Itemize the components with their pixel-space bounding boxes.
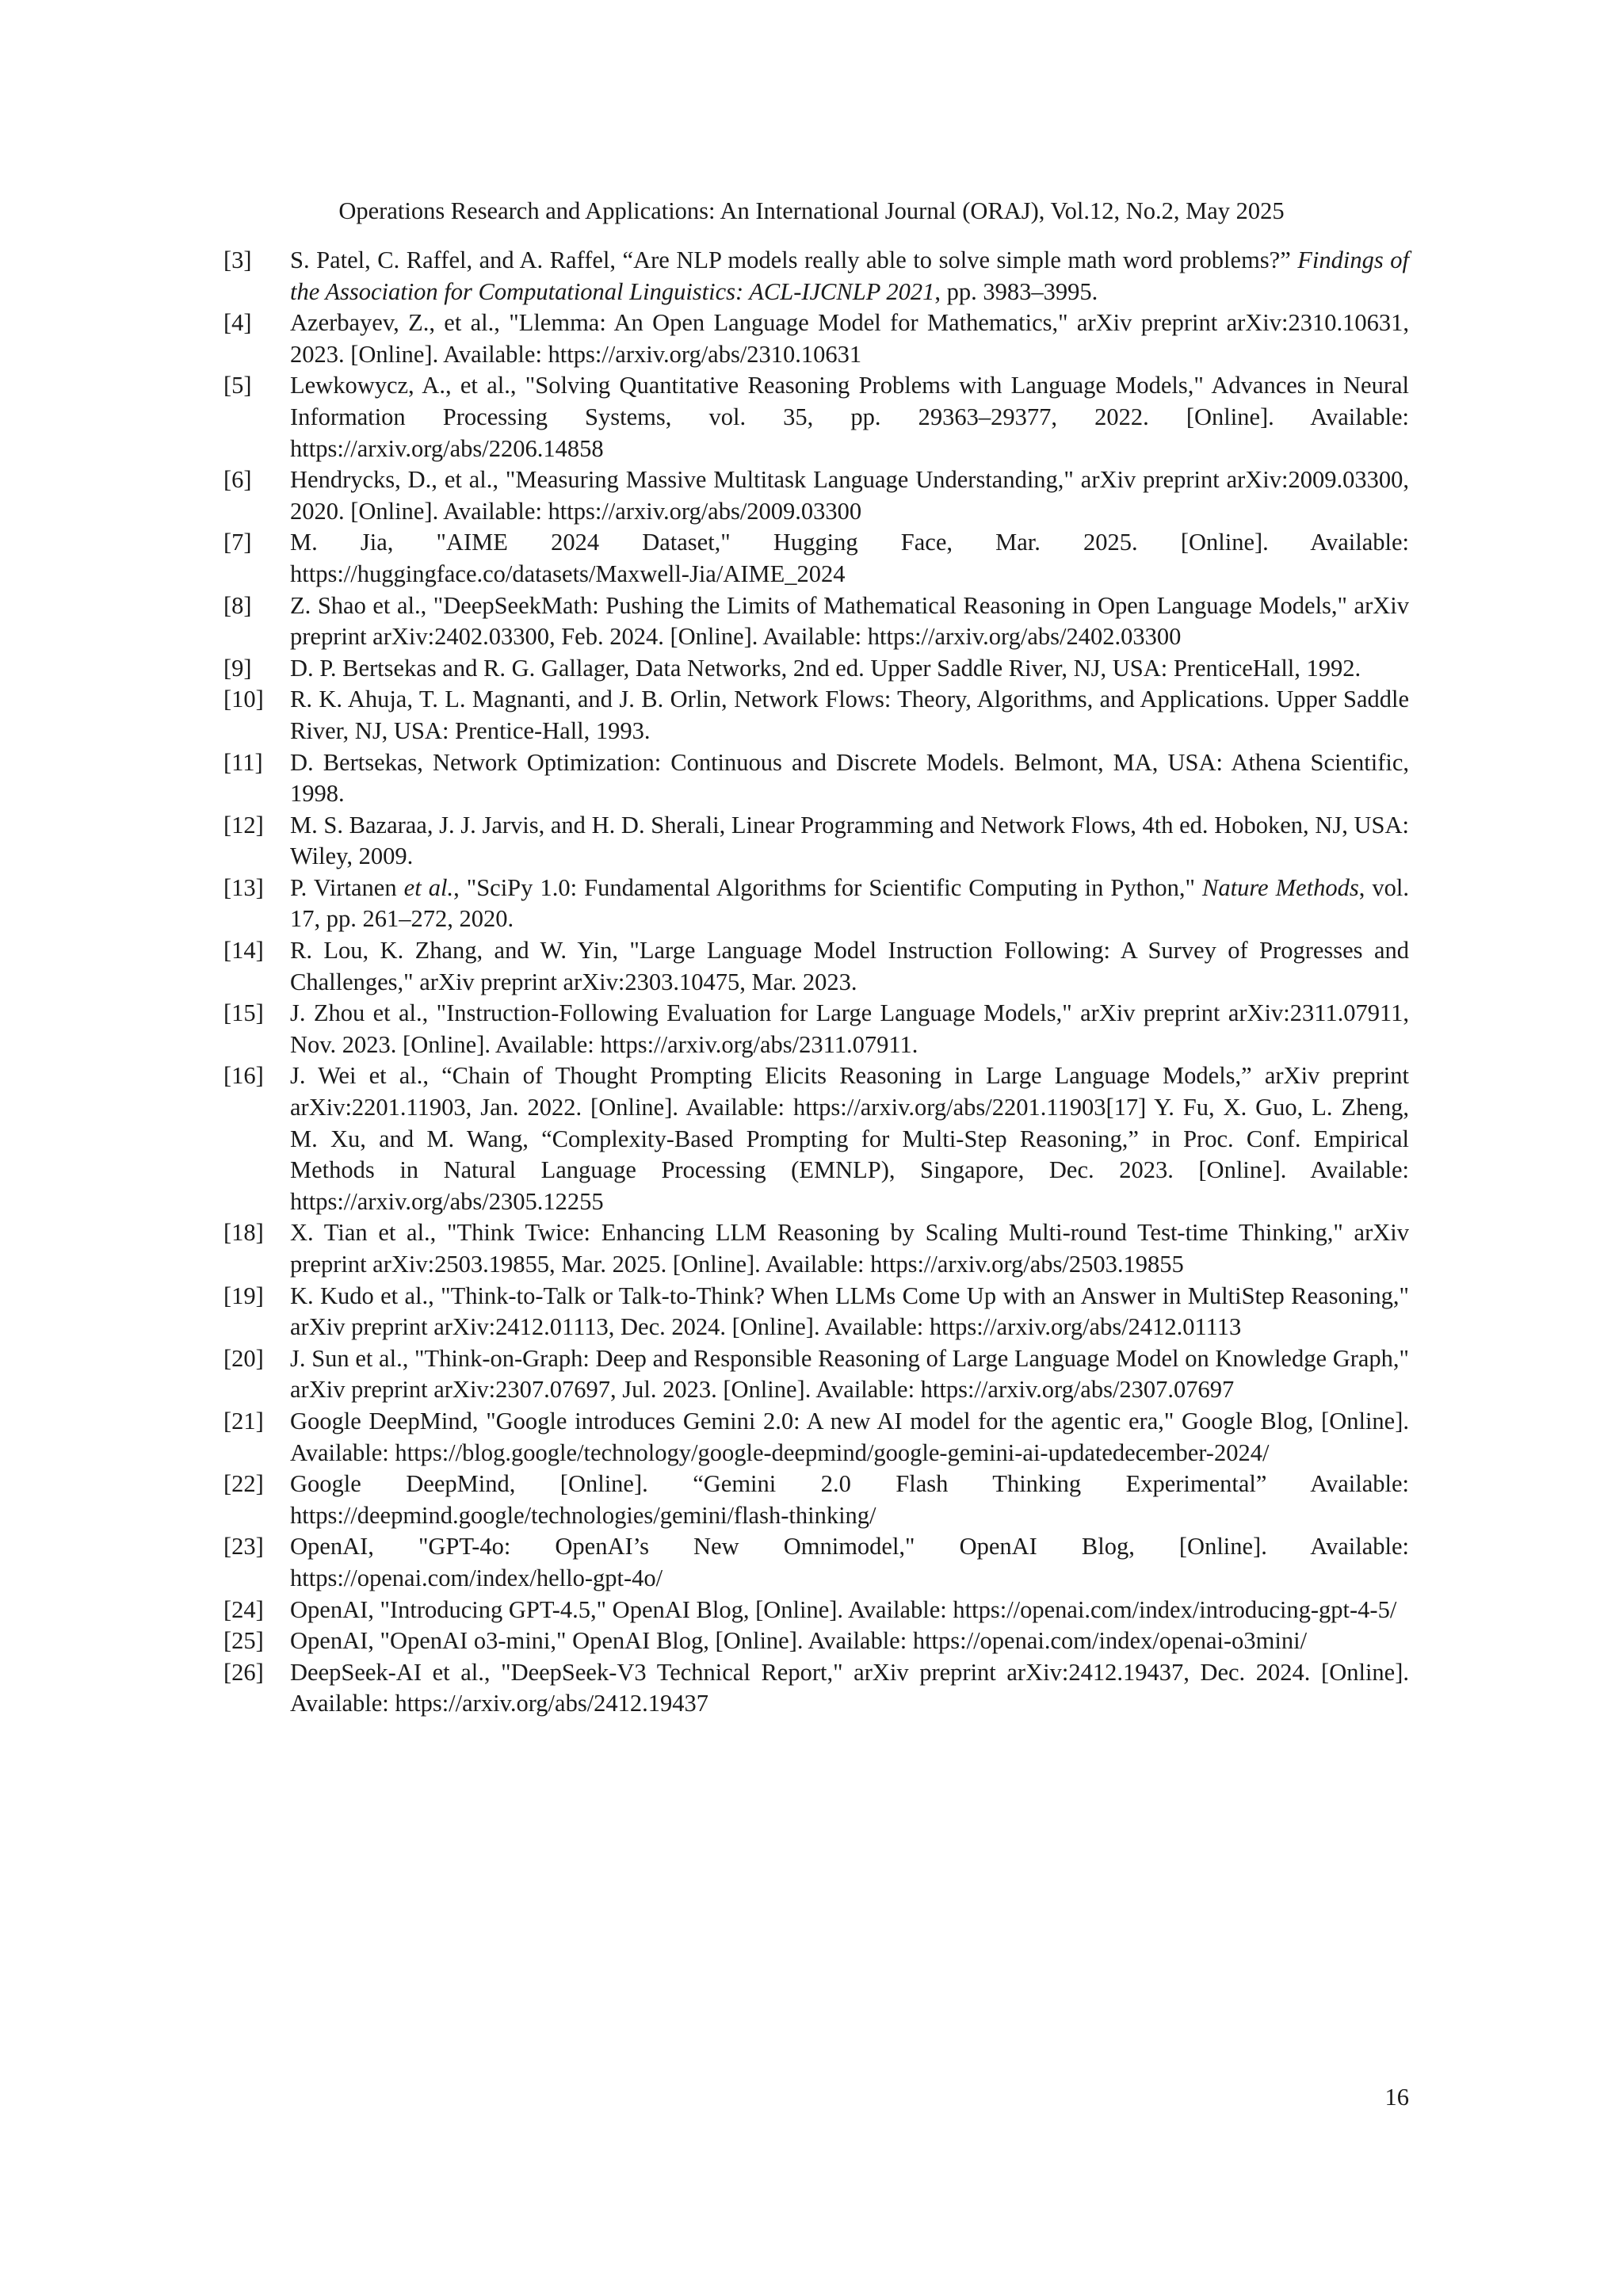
reference-number: [18] bbox=[223, 1219, 264, 1247]
reference-entry bbox=[223, 1281, 1409, 1343]
reference-segment: J. Sun et al., "Think-on-Graph: Deep and Responsible Reasoning of Large Language Model on Knowledge Graph," arXiv preprint arXiv:2307.07697, Jul. 2023. [Online]. Available: https://arxiv.org/abs/2307.07697 bbox=[290, 1344, 1409, 1404]
reference-segment: Hendrycks, D., et al., "Measuring Massive Multitask Language Understanding," arXiv preprint arXiv:2009.03300, 2020. [Online]. Available: https://arxiv.org/abs/2009.03300 bbox=[290, 466, 1409, 525]
reference-number: [25] bbox=[223, 1627, 264, 1655]
reference-segment: , "SciPy 1.0: Fundamental Algorithms for Scientific Computing in Python," bbox=[453, 873, 1202, 901]
reference-entry bbox=[223, 527, 1409, 590]
reference-entry bbox=[223, 308, 1409, 370]
reference-segment: Google DeepMind, "Google introduces Gemini 2.0: A new AI model for the agentic era," Google Blog, [Online]. Available: https://blog.google/technology/google-deepmind/google-gemini-ai-updatedecember-2024/ bbox=[290, 1407, 1409, 1466]
reference-entry bbox=[223, 464, 1409, 527]
reference-number: [16] bbox=[223, 1062, 264, 1090]
reference-number: [21] bbox=[223, 1407, 264, 1435]
reference-text bbox=[290, 1406, 1409, 1469]
reference-segment: , vol. 17, pp. 261–272, 2020. bbox=[290, 873, 1409, 933]
reference-text bbox=[290, 464, 1409, 527]
reference-segment: DeepSeek-AI et al., "DeepSeek-V3 Technical Report," arXiv preprint arXiv:2412.19437, Dec. 2024. [Online]. Available: https://arxiv.org/abs/2412.19437 bbox=[290, 1658, 1409, 1717]
reference-italic-segment: et al. bbox=[403, 873, 454, 901]
reference-number: [13] bbox=[223, 873, 264, 901]
running-header: Operations Research and Applications: An International Journal (ORAJ), Vol.12, No.2, May 2025 bbox=[338, 197, 1285, 224]
reference-segment: X. Tian et al., "Think Twice: Enhancing LLM Reasoning by Scaling Multi-round Test-time Thinking," arXiv preprint arXiv:2503.19855, Mar. 2025. [Online]. Available: https://arxiv.org/abs/2503.19855 bbox=[290, 1219, 1409, 1278]
reference-number: [20] bbox=[223, 1344, 264, 1372]
page-number: 16 bbox=[1384, 2084, 1409, 2111]
reference-text bbox=[290, 998, 1409, 1060]
reference-entry bbox=[223, 370, 1409, 464]
reference-segment: R. Lou, K. Zhang, and W. Yin, "Large Language Model Instruction Following: A Survey of Progresses and Challenges," arXiv preprint arXiv:2303.10475, Mar. 2023. bbox=[290, 937, 1409, 995]
reference-entry bbox=[223, 1343, 1409, 1406]
reference-list bbox=[223, 245, 1409, 1720]
reference-segment: P. Virtanen bbox=[290, 873, 404, 901]
reference-segment: Lewkowycz, A., et al., "Solving Quantitative Reasoning Problems with Language Models," Advances in Neural Information Processing Systems, vol. 35, pp. 29363–29377, 2022. [Online]. Available: https://arxiv.org/abs/2206.14858 bbox=[290, 372, 1409, 462]
reference-number: [12] bbox=[223, 811, 264, 839]
reference-entry bbox=[223, 873, 1409, 935]
reference-text bbox=[290, 1060, 1409, 1217]
reference-text bbox=[290, 527, 1409, 590]
reference-text bbox=[290, 1469, 1409, 1531]
reference-text bbox=[290, 1217, 1409, 1280]
reference-segment: Google DeepMind, [Online]. “Gemini 2.0 Flash Thinking Experimental” Available: https://deepmind.google/technologies/gemini/flash-thinking/ bbox=[290, 1470, 1409, 1529]
reference-text bbox=[290, 370, 1409, 464]
reference-number: [11] bbox=[223, 748, 263, 776]
reference-entry bbox=[223, 1595, 1409, 1626]
reference-number: [9] bbox=[223, 654, 252, 682]
reference-text bbox=[290, 873, 1409, 935]
reference-text bbox=[290, 810, 1409, 873]
reference-number: [14] bbox=[223, 937, 264, 965]
reference-number: [6] bbox=[223, 466, 252, 494]
reference-number: [19] bbox=[223, 1282, 264, 1309]
reference-entry bbox=[223, 998, 1409, 1060]
reference-segment: Z. Shao et al., "DeepSeekMath: Pushing the Limits of Mathematical Reasoning in Open Language Models," arXiv preprint arXiv:2402.03300, Feb. 2024. [Online]. Available: https://arxiv.org/abs/2402.03300 bbox=[290, 591, 1409, 651]
reference-segment: S. Patel, C. Raffel, and A. Raffel, “Are NLP models really able to solve simple math word problems?” bbox=[290, 246, 1298, 273]
reference-entry bbox=[223, 1531, 1409, 1594]
reference-entry bbox=[223, 653, 1409, 685]
reference-entry bbox=[223, 590, 1409, 653]
reference-entry bbox=[223, 1406, 1409, 1469]
reference-entry bbox=[223, 810, 1409, 873]
reference-segment: J. Zhou et al., "Instruction-Following Evaluation for Large Language Models," arXiv preprint arXiv:2311.07911, Nov. 2023. [Online]. Available: https://arxiv.org/abs/2311.07911. bbox=[290, 999, 1409, 1058]
reference-number: [8] bbox=[223, 591, 252, 619]
reference-number: [24] bbox=[223, 1595, 264, 1623]
reference-entry bbox=[223, 1626, 1409, 1657]
reference-text bbox=[290, 1281, 1409, 1343]
reference-text bbox=[290, 684, 1409, 747]
reference-segment: OpenAI, "OpenAI o3-mini," OpenAI Blog, [Online]. Available: https://openai.com/index/openai-o3mini/ bbox=[290, 1627, 1308, 1655]
reference-segment: OpenAI, "GPT-4o: OpenAI’s New Omnimodel," OpenAI Blog, [Online]. Available: https://openai.com/index/hello-gpt-4o/ bbox=[290, 1533, 1409, 1591]
reference-segment: M. S. Bazaraa, J. J. Jarvis, and H. D. Sherali, Linear Programming and Network Flows, 4th ed. Hoboken, NJ, USA: Wiley, 2009. bbox=[290, 811, 1409, 870]
reference-segment: K. Kudo et al., "Think-to-Talk or Talk-to-Think? When LLMs Come Up with an Answer in MultiStep Reasoning," arXiv preprint arXiv:2412.01113, Dec. 2024. [Online]. Available: https://arxiv.org/abs/2412.01113 bbox=[290, 1282, 1409, 1341]
reference-number: [4] bbox=[223, 309, 252, 337]
reference-text bbox=[290, 245, 1409, 308]
reference-entry bbox=[223, 245, 1409, 308]
reference-entry bbox=[223, 684, 1409, 747]
reference-italic-segment: Nature Methods bbox=[1202, 873, 1359, 901]
reference-number: [3] bbox=[223, 246, 252, 273]
reference-entry bbox=[223, 935, 1409, 998]
reference-text bbox=[290, 1531, 1409, 1594]
reference-number: [23] bbox=[223, 1533, 264, 1561]
reference-text bbox=[290, 1343, 1409, 1406]
reference-segment: Azerbayev, Z., et al., "Llemma: An Open Language Model for Mathematics," arXiv preprint arXiv:2310.10631, 2023. [Online]. Available: https://arxiv.org/abs/2310.10631 bbox=[290, 309, 1409, 368]
reference-text bbox=[290, 747, 1409, 810]
reference-text bbox=[290, 1626, 1409, 1657]
reference-number: [7] bbox=[223, 529, 252, 556]
reference-segment: R. K. Ahuja, T. L. Magnanti, and J. B. Orlin, Network Flows: Theory, Algorithms, and Applications. Upper Saddle River, NJ, USA: Prentice-Hall, 1993. bbox=[290, 686, 1409, 744]
reference-text bbox=[290, 590, 1409, 653]
reference-number: [22] bbox=[223, 1470, 264, 1498]
reference-text bbox=[290, 653, 1409, 685]
reference-italic-segment: Findings of the Association for Computational Linguistics: ACL-IJCNLP 2021 bbox=[290, 246, 1409, 305]
reference-entry bbox=[223, 1217, 1409, 1280]
reference-segment: OpenAI, "Introducing GPT-4.5," OpenAI Blog, [Online]. Available: https://openai.com/index/introducing-gpt-4-5/ bbox=[290, 1595, 1397, 1623]
reference-segment: D. Bertsekas, Network Optimization: Continuous and Discrete Models. Belmont, MA, USA: Athena Scientific, 1998. bbox=[290, 748, 1409, 808]
reference-segment: J. Wei et al., “Chain of Thought Prompting Elicits Reasoning in Large Language Models,” arXiv preprint arXiv:2201.11903, Jan. 2022. [Online]. Available: https://arxiv.org/abs/2201.11903[17] Y. Fu, X. Guo, L. Zheng, M. Xu, and M. Wang, “Complexity-Based Prompting for Multi-Step Reasoning,” in Proc. Conf. Empirical Methods in Natural Language Processing (EMNLP), Singapore, Dec. 2023. [Online]. Available: https://arxiv.org/abs/2305.12255 bbox=[290, 1062, 1409, 1215]
reference-number: [26] bbox=[223, 1658, 264, 1686]
reference-number: [5] bbox=[223, 372, 252, 399]
reference-text bbox=[290, 308, 1409, 370]
reference-entry bbox=[223, 1657, 1409, 1720]
reference-segment: D. P. Bertsekas and R. G. Gallager, Data Networks, 2nd ed. Upper Saddle River, NJ, USA: PrenticeHall, 1992. bbox=[290, 654, 1361, 682]
reference-segment: M. Jia, "AIME 2024 Dataset," Hugging Face, Mar. 2025. [Online]. Available: https://huggingface.co/datasets/Maxwell-Jia/AIME_2024 bbox=[290, 529, 1409, 587]
reference-entry bbox=[223, 747, 1409, 810]
reference-segment: , pp. 3983–3995. bbox=[934, 277, 1098, 305]
reference-text bbox=[290, 1657, 1409, 1720]
reference-text bbox=[290, 1595, 1409, 1626]
reference-entry bbox=[223, 1469, 1409, 1531]
reference-number: [10] bbox=[223, 686, 264, 713]
reference-text bbox=[290, 935, 1409, 998]
reference-entry bbox=[223, 1060, 1409, 1217]
reference-number: [15] bbox=[223, 999, 264, 1027]
